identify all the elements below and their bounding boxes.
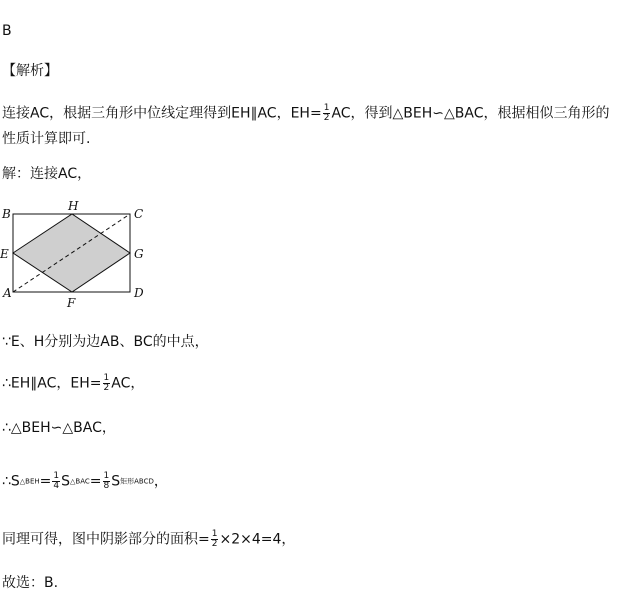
fraction-numerator: 1: [211, 529, 218, 539]
area-symbol: S: [111, 473, 121, 490]
fraction-denominator: 4: [53, 481, 60, 491]
fraction-one-quarter: [52, 472, 60, 491]
step-2-text-a: ∴EH∥AC，EH=: [2, 375, 102, 392]
equals-sign: =: [39, 473, 52, 490]
fraction-numerator: 1: [103, 471, 110, 481]
fraction-denominator: 2: [323, 113, 330, 123]
rectangle-diagram: [0, 196, 150, 311]
subscript-beh: △BEH: [19, 477, 40, 486]
fraction-numerator: 1: [53, 471, 60, 481]
fraction-one-eighth: [103, 472, 111, 491]
label-a: A: [3, 286, 12, 300]
label-h: H: [68, 199, 79, 213]
fraction-denominator: 8: [103, 481, 110, 491]
equals-sign: =: [89, 473, 102, 490]
analysis-text-b: AC，得到△BEH∽△BAC，根据相似三角形的: [331, 105, 610, 122]
analysis-heading: 【解析】: [2, 63, 58, 79]
solution-intro: 解：连接AC，: [2, 166, 92, 182]
fraction-one-half: [103, 374, 111, 393]
label-b: B: [2, 207, 11, 221]
fraction-denominator: 2: [211, 539, 218, 549]
step-6: 故选：B.: [2, 575, 59, 591]
label-e: E: [0, 247, 9, 261]
fraction-one-half: [323, 104, 331, 123]
subscript-bac: △BAC: [70, 477, 90, 486]
label-g: G: [134, 247, 144, 261]
fraction-denominator: 2: [103, 383, 110, 393]
step-2: [2, 374, 144, 393]
fraction-numerator: 1: [323, 103, 330, 113]
label-c: C: [134, 207, 144, 221]
label-d: D: [134, 286, 144, 300]
step-5: [2, 530, 295, 549]
step-4-prefix: ∴S: [2, 473, 20, 490]
analysis-line-2: 性质计算即可.: [2, 131, 91, 147]
fraction-one-half: [211, 530, 219, 549]
subscript-rectangle: 矩形ABCD: [120, 477, 154, 486]
step-4-end: ，: [153, 473, 168, 490]
step-1: ∵E、H分别为边AB、BC的中点，: [2, 334, 209, 350]
answer-text: B: [2, 23, 12, 39]
step-5-text-b: ×2×4=4，: [219, 531, 296, 548]
step-4: [2, 472, 168, 491]
label-f: F: [67, 296, 76, 310]
area-symbol: S: [61, 473, 71, 490]
step-5-text-a: 同理可得，图中阴影部分的面积=: [2, 531, 210, 548]
fraction-numerator: 1: [103, 373, 110, 383]
step-3: ∴△BEH∽△BAC，: [2, 420, 116, 436]
analysis-text-a: 连接AC，根据三角形中位线定理得到EH∥AC，EH=: [2, 105, 322, 122]
step-2-text-b: AC，: [111, 375, 145, 392]
analysis-line-1: [2, 104, 610, 123]
